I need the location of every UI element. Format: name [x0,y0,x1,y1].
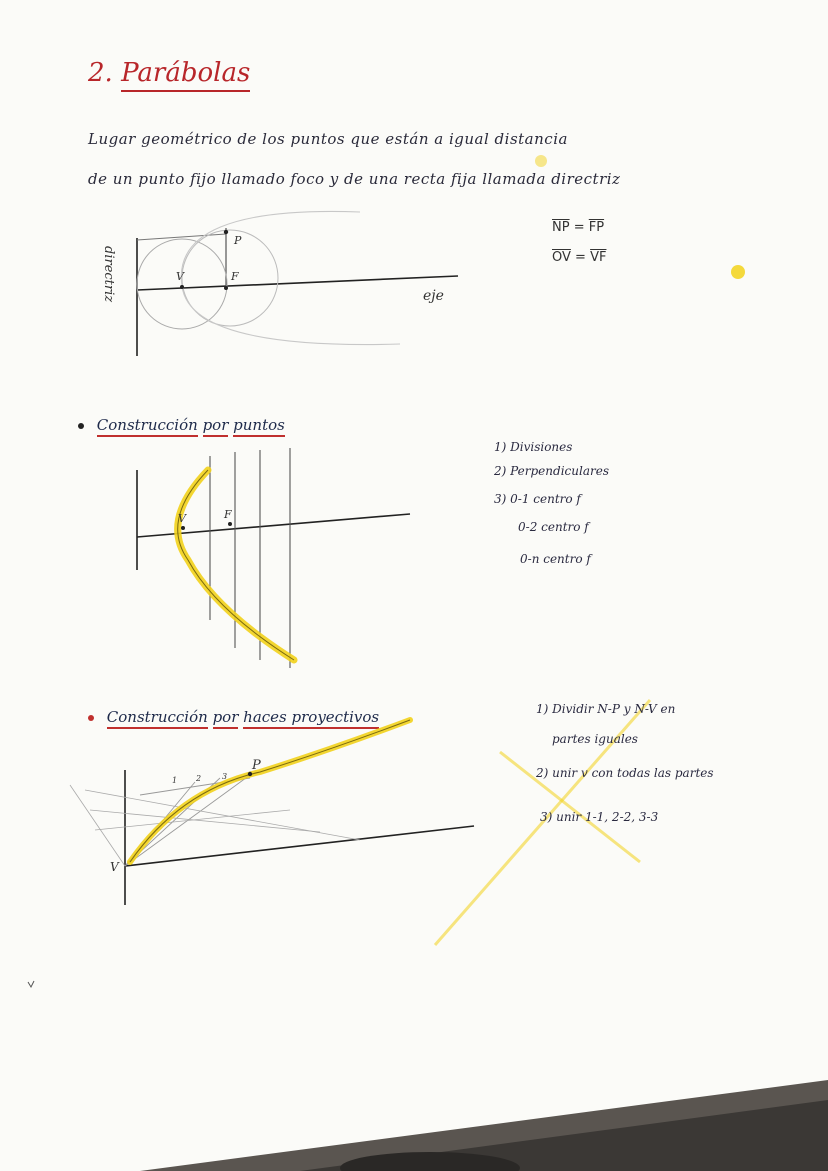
label-p: P [252,758,261,773]
photo-edge-shadow [0,1080,828,1171]
section-haces-word-3: haces proyectivos [243,708,379,729]
projective-ray [70,785,125,866]
haces-step-3: 3) unir 1-1, 2-2, 3-3 [540,810,659,824]
label-f: F [231,270,239,283]
section-puntos-word-2: por [203,416,229,437]
label-v: V [178,512,186,525]
title-text: Parábolas [121,58,250,92]
eq1-equals: = [573,220,585,235]
section-puntos-word-1: Construcción [97,416,198,437]
haces-step-2: 2) unir v con todas las partes [536,766,714,780]
definition-line-2: de un punto fijo llamado foco y de una recta fija llamada directriz [88,170,621,188]
definition-line-1: Lugar geométrico de los puntos que están a igual distancia [88,130,568,148]
puntos-step-2: 2) Perpendiculares [494,464,609,478]
puntos-step-5: 0-n centro f [520,552,591,566]
title-number: 2. [88,58,113,88]
section-haces-word-2: por [213,708,239,729]
projective-ray [85,790,360,840]
label-f: F [224,508,232,521]
tick-label: 2 [196,774,202,783]
eq2-right: $\overline{VF}$ [590,250,607,265]
parabola-highlight [130,720,410,862]
label-v: V [176,270,184,283]
parabola-curve [130,720,410,862]
eq1-left: $\overline{NP}$ [552,220,570,235]
label-directriz: directriz [101,246,116,303]
puntos-step-4: 0-2 centro f [518,520,589,534]
label-v: V [110,860,119,874]
section-puntos-word-3: puntos [233,416,285,437]
tick-label: 3 [222,772,228,781]
section-haces-word-1: Construcción [107,708,208,729]
puntos-step-3: 3) 0-1 centro f [494,492,581,506]
eq1-right: $\overline{FP}$ [588,220,605,235]
label-eje: eje [423,288,444,304]
haces-step-1: 1) Dividir N-P y N-V en [536,702,676,716]
puntos-step-1: 1) Divisiones [494,440,573,454]
margin-mark [28,981,34,987]
eq2-equals: = [575,250,586,265]
tick-label: 1 [172,776,178,785]
haces-step-1b: partes iguales [552,732,638,746]
label-p: P [234,234,242,247]
eq2-left: $\overline{OV}$ [552,250,571,265]
axis-line [125,826,474,866]
